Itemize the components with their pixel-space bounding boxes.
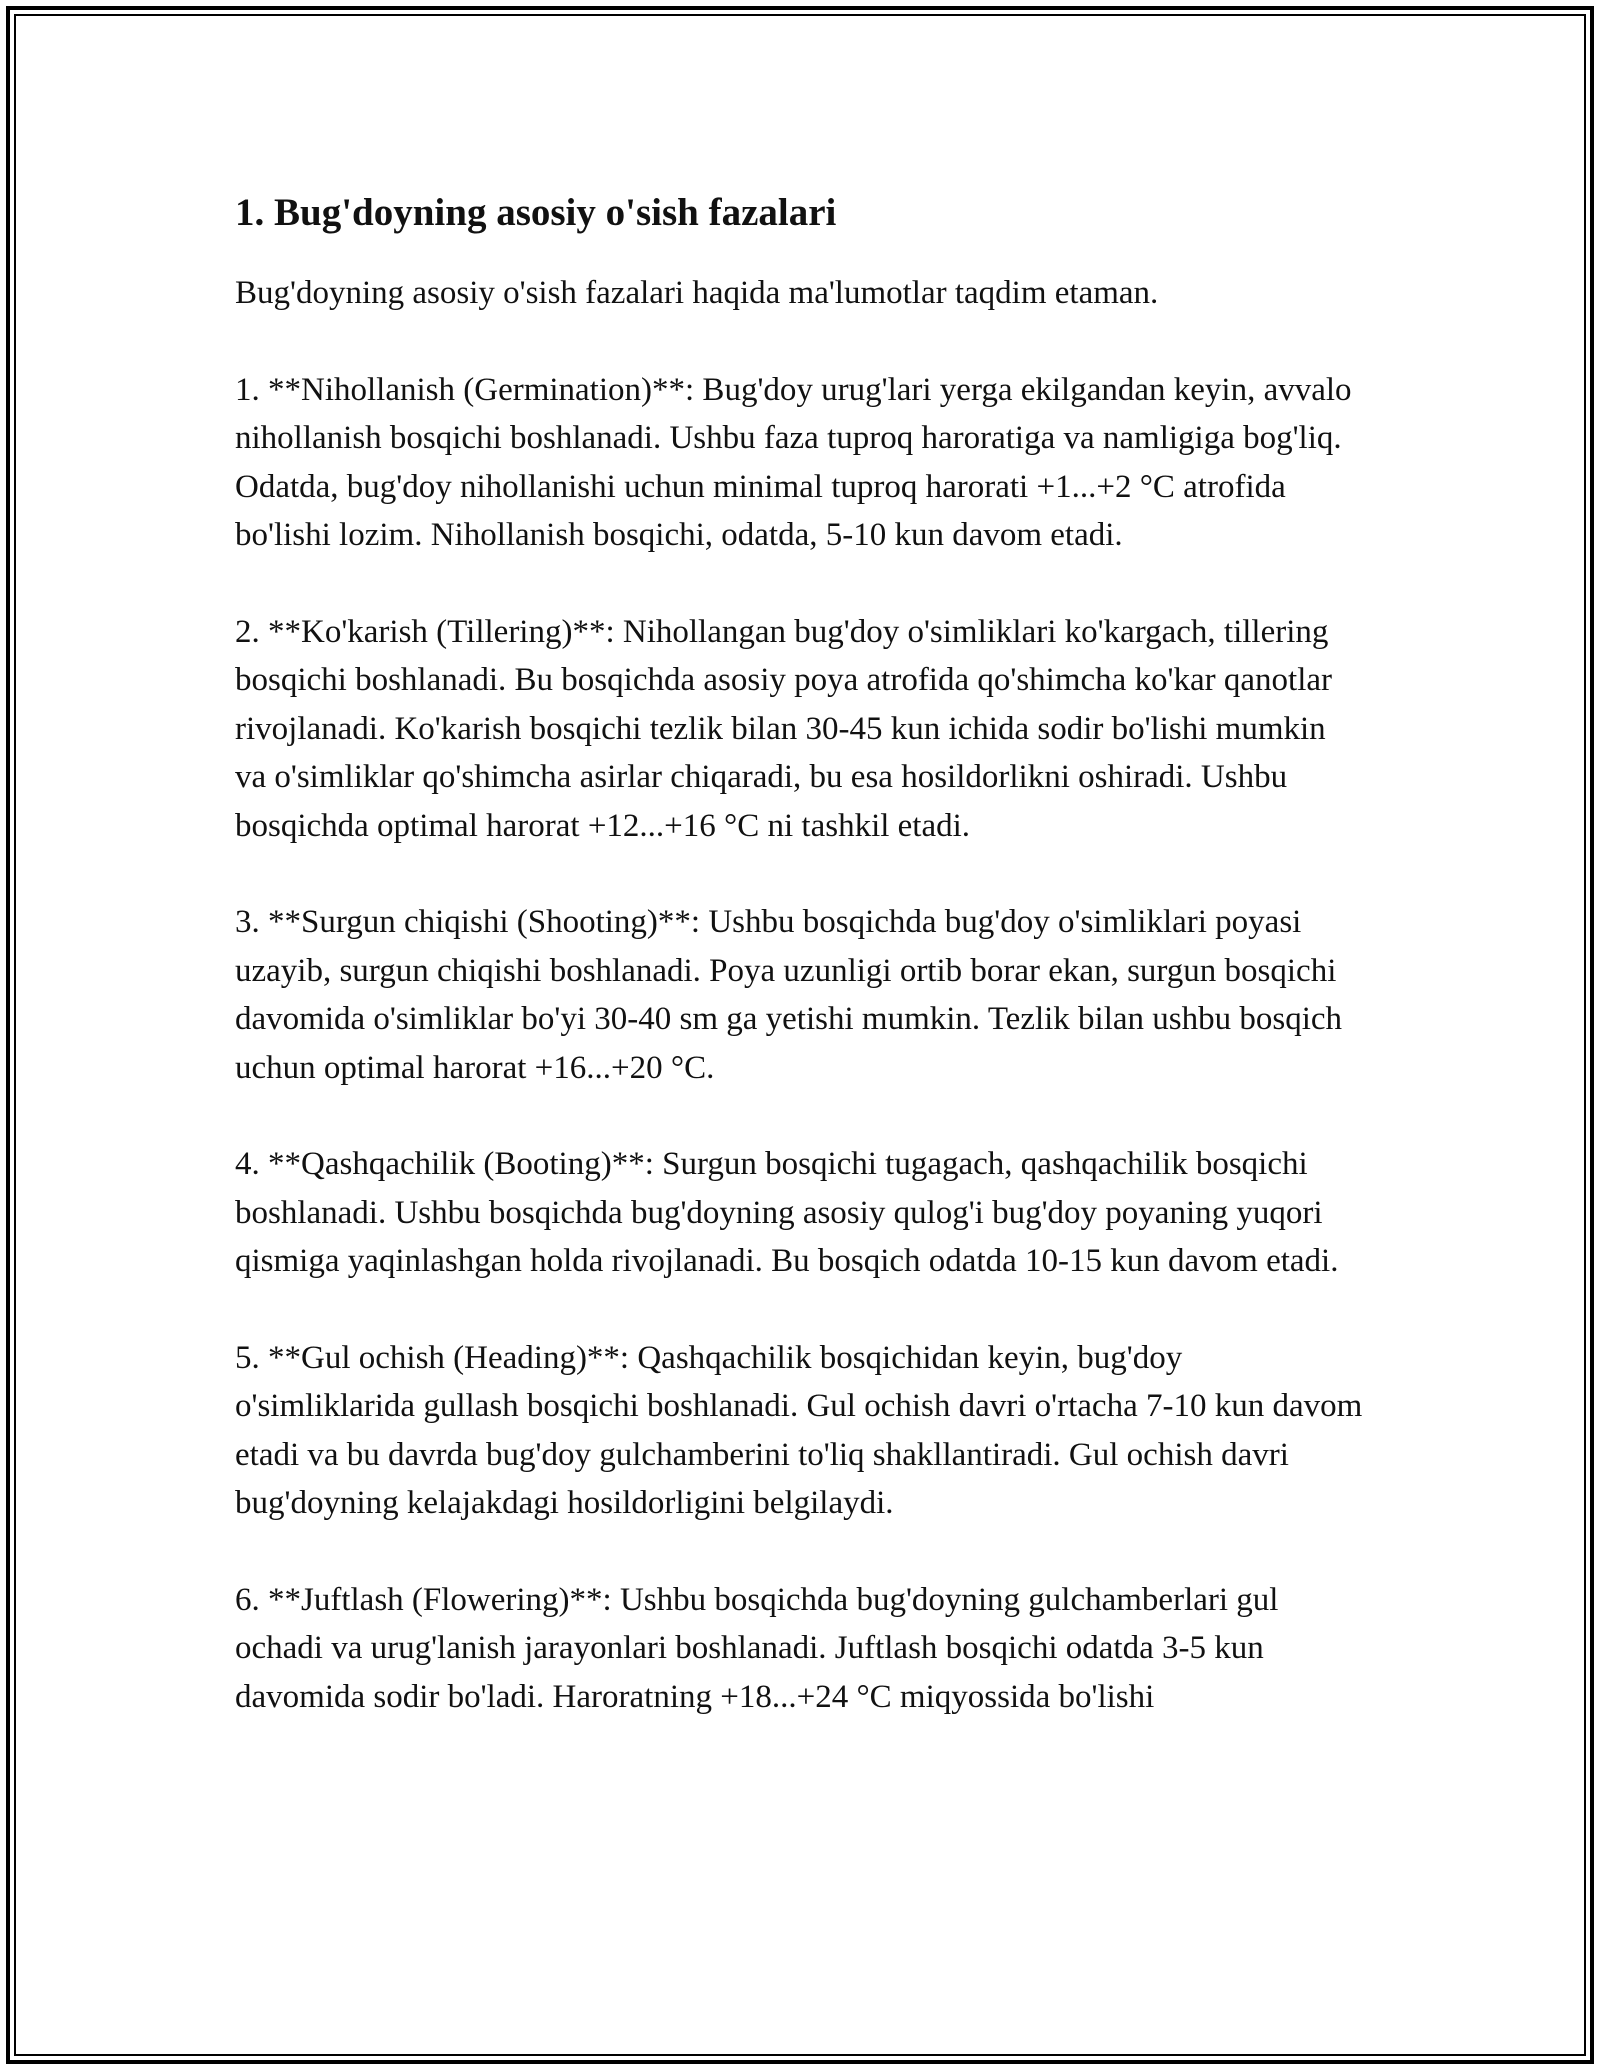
paragraph-flowering: 6. **Juftlash (Flowering)**: Ushbu bosqichda bug'doyning gulchamberlari gul ochadi va urug'lanish jarayonlari boshlanadi. Juftlash bosqichi odatda 3-5 kun davomida sodir bo'ladi. Haroratning +18...+24 °C miqyossida bo'lishi: [235, 1581, 1279, 1715]
document-body: [235, 185, 1365, 1769]
paragraph-tillering: 2. **Ko'karish (Tillering)**: Nihollangan bug'doy o'simliklari ko'kargach, tillering bosqichi boshlanadi. Bu bosqichda asosiy poya atrofida qo'shimcha ko'kar qanotlar rivojlanadi. Ko'karish bosqichi tezlik bilan 30-45 kun ichida sodir bo'lishi mumkin va o'simliklar qo'shimcha asirlar chiqaradi, bu esa hosildorlikni oshiradi. Ushbu bosqichda optimal harorat +12...+16 °C ni tashkil etadi.: [235, 613, 1332, 844]
paragraph-shooting: 3. **Surgun chiqishi (Shooting)**: Ushbu bosqichda bug'doy o'simliklari poyasi uzayib, surgun chiqishi boshlanadi. Poya uzunligi ortib borar ekan, surgun bosqichi davomida o'simliklar bo'yi 30-40 sm ga yetishi mumkin. Tezlik bilan ushbu bosqich uchun optimal harorat +16...+20 °C.: [235, 904, 1343, 1086]
section-heading: 1. Bug'doyning asosiy o'sish fazalari: [235, 191, 837, 234]
paragraph-booting: 4. **Qashqachilik (Booting)**: Surgun bosqichi tugagach, qashqachilik bosqichi boshlanadi. Ushbu bosqichda bug'doyning asosiy qulog'i bug'doy poyaning yuqori qismiga yaqinlashgan holda rivojlanadi. Bu bosqich odatda 10-15 kun davom etadi.: [235, 1146, 1339, 1279]
paragraph-heading: 5. **Gul ochish (Heading)**: Qashqachilik bosqichidan keyin, bug'doy o'simliklarida gullash bosqichi boshlanadi. Gul ochish davri o'rtacha 7-10 kun davom etadi va bu davrda bug'doy gulchamberini to'liq shakllantiradi. Gul ochish davri bug'doyning kelajakdagi hosildorligini belgilaydi.: [235, 1339, 1363, 1521]
paragraph-germination: 1. **Nihollanish (Germination)**: Bug'doy urug'lari yerga ekilgandan keyin, avvalo nihollanish bosqichi boshlanadi. Ushbu faza tuproq haroratiga va namligiga bog'liq. Odatda, bug'doy nihollanishi uchun minimal tuproq harorati +1...+2 °C atrofida bo'lishi lozim. Nihollanish bosqichi, odatda, 5-10 kun davom etadi.: [235, 371, 1352, 553]
intro-paragraph: Bug'doyning asosiy o'sish fazalari haqida ma'lumotlar taqdim etaman.: [235, 275, 1159, 311]
